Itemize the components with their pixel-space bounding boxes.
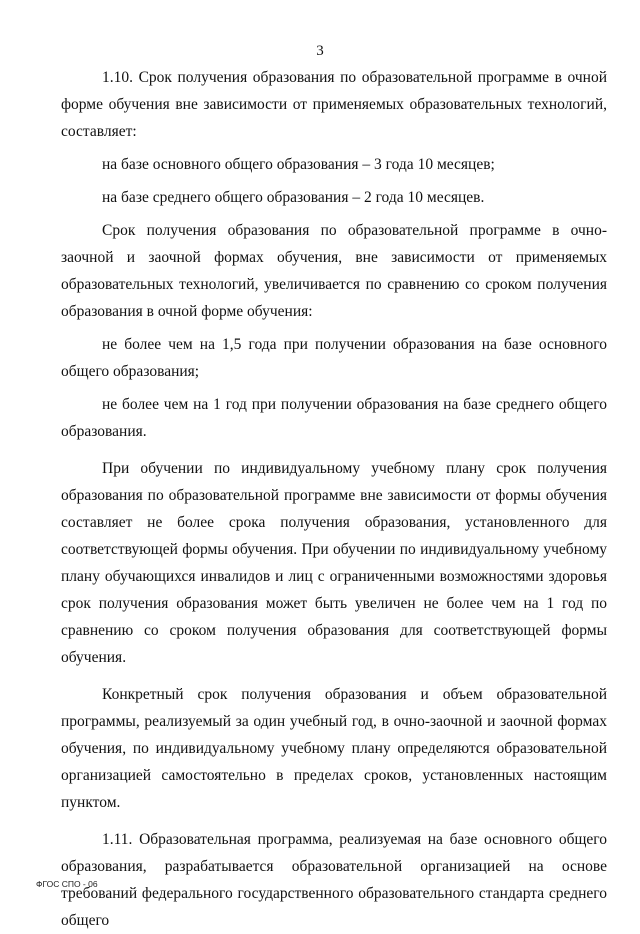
paragraph-1-10: 1.10. Срок получения образования по образовательной программе в очной форме обучения вне зависимости от применяемых образовательных технологий, составляет: (61, 69, 607, 140)
paragraph-specific-term: Конкретный срок получения образования и объем образовательной программы, реализуемый за один учебный год, в очно-заочной и заочной формах обучения, по индивидуальному учебному плану определяются образовательной организацией самостоятельно в пределах сроков, установленных настоящим пунктом. (61, 686, 607, 811)
paragraph-1-11: 1.11. Образовательная программа, реализуемая на базе основного общего образования, разрабатывается образовательной организацией на основе требований федерального государственного образовательного стандарта среднего общего (61, 831, 607, 929)
paragraph-individual-plan: При обучении по индивидуальному учебному плану срок получения образования по образовательной программе вне зависимости от формы обучения составляет не более срока получения образования, установленного для соответствующей формы обучения. При обучении по индивидуальному учебному плану обучающихся инвалидов и лиц с ограниченными возможностями здоровья срок получения образования может быть увеличен не более чем на 1 год по сравнению со сроком получения образования для соответствующей формы обучения. (61, 460, 607, 666)
paragraph-basic-extension: не более чем на 1,5 года при получении образования на базе основного общего образования; (61, 336, 607, 380)
paragraph-basic-education-term: на базе основного общего образования – 3 года 10 месяцев; (102, 156, 495, 173)
document-body (61, 64, 607, 934)
paragraph-secondary-education-term: на базе среднего общего образования – 2 года 10 месяцев. (102, 189, 485, 206)
paragraph-part-time-term: Срок получения образования по образовательной программе в очно-заочной и заочной формах обучения, вне зависимости от применяемых образовательных технологий, увеличивается по сравнению со сроком получения образования в очной форме обучения: (61, 222, 607, 320)
footer-document-code: ФГОС СПО - 06 (36, 879, 98, 889)
paragraph-secondary-extension: не более чем на 1 год при получении образования на базе среднего общего образования. (61, 396, 607, 440)
page-number: 3 (316, 43, 324, 59)
